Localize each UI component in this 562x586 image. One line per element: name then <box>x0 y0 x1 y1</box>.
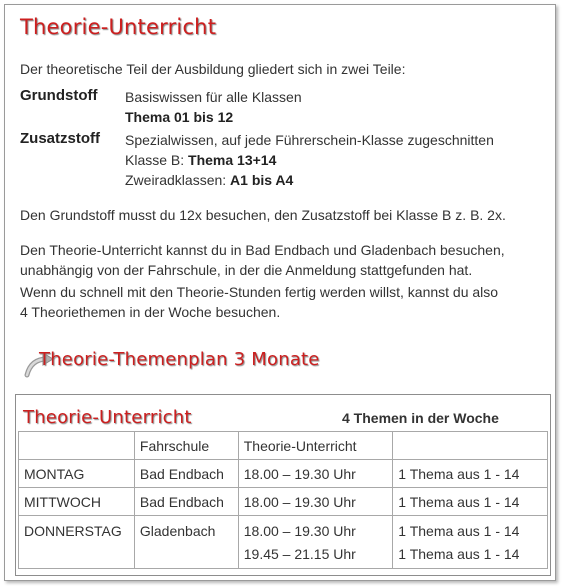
grundstoff-topics: Thema 01 bis 12 <box>125 109 234 125</box>
day-cell: DONNERSTAG <box>19 516 135 569</box>
plan-title: Theorie-Themenplan 3 Monate <box>39 349 320 370</box>
table-row <box>19 460 548 488</box>
schedule-title: Theorie-Unterricht <box>23 407 192 428</box>
location-cell: Gladenbach <box>134 516 238 569</box>
column-header <box>19 432 135 460</box>
paragraph-speed: Wenn du schnell mit den Theorie-Stunden fertig werden willst, kannst du also 4 Theoriethemen in der Woche besuchen. <box>20 284 499 320</box>
table-row <box>19 516 548 569</box>
time-cell: 18.00 – 19.30 Uhr 19.45 – 21.15 Uhr <box>238 516 393 569</box>
time-cell: 18.00 – 19.30 Uhr <box>238 488 393 516</box>
schedule-table-box <box>15 394 551 576</box>
zusatzstoff-description <box>125 130 494 190</box>
time-cell: 18.00 – 19.30 Uhr <box>238 460 393 488</box>
schedule-table <box>18 431 548 569</box>
grundstoff-term: Grundstoff <box>20 87 98 104</box>
grundstoff-description <box>125 87 302 127</box>
zusatzstoff-line1: Spezialwissen, auf jede Führerschein-Klasse zugeschnitten <box>125 132 494 148</box>
page-title: Theorie-Unterricht <box>20 15 217 39</box>
plan-heading <box>23 341 353 385</box>
content-panel <box>4 4 556 581</box>
schedule-subtitle: 4 Themen in der Woche <box>342 410 499 426</box>
zusatzstoff-term: Zusatzstoff <box>20 130 100 147</box>
day-cell: MITTWOCH <box>19 488 135 516</box>
topic-cell: 1 Thema aus 1 - 14 <box>393 460 548 488</box>
klasse-b-topics: Thema 13+14 <box>188 152 277 168</box>
column-header-fahrschule: Fahrschule <box>134 432 238 460</box>
topic-cell: 1 Thema aus 1 - 14 <box>393 488 548 516</box>
paragraph-frequency: Den Grundstoff musst du 12x besuchen, den Zusatzstoff bei Klasse B z. B. 2x. <box>20 207 506 223</box>
zweirad-label: Zweiradklassen: <box>125 172 231 188</box>
day-cell: MONTAG <box>19 460 135 488</box>
grundstoff-line1: Basiswissen für alle Klassen <box>125 89 302 105</box>
intro-text: Der theoretische Teil der Ausbildung gliedert sich in zwei Teile: <box>20 61 406 77</box>
location-cell: Bad Endbach <box>134 460 238 488</box>
klasse-b-label: Klasse B: <box>125 152 189 168</box>
paragraph-locations: Den Theorie-Unterricht kannst du in Bad Endbach und Gladenbach besuchen, unabhängig von der Fahrschule, in der die Anmeldung stattgefunden hat. <box>20 242 505 278</box>
table-header-row <box>19 432 548 460</box>
topic-cell: 1 Thema aus 1 - 14 1 Thema aus 1 - 14 <box>393 516 548 569</box>
location-cell: Bad Endbach <box>134 488 238 516</box>
zweirad-topics: A1 bis A4 <box>230 172 294 188</box>
column-header-unterricht: Theorie-Unterricht <box>238 432 393 460</box>
column-header <box>393 432 548 460</box>
table-row <box>19 488 548 516</box>
